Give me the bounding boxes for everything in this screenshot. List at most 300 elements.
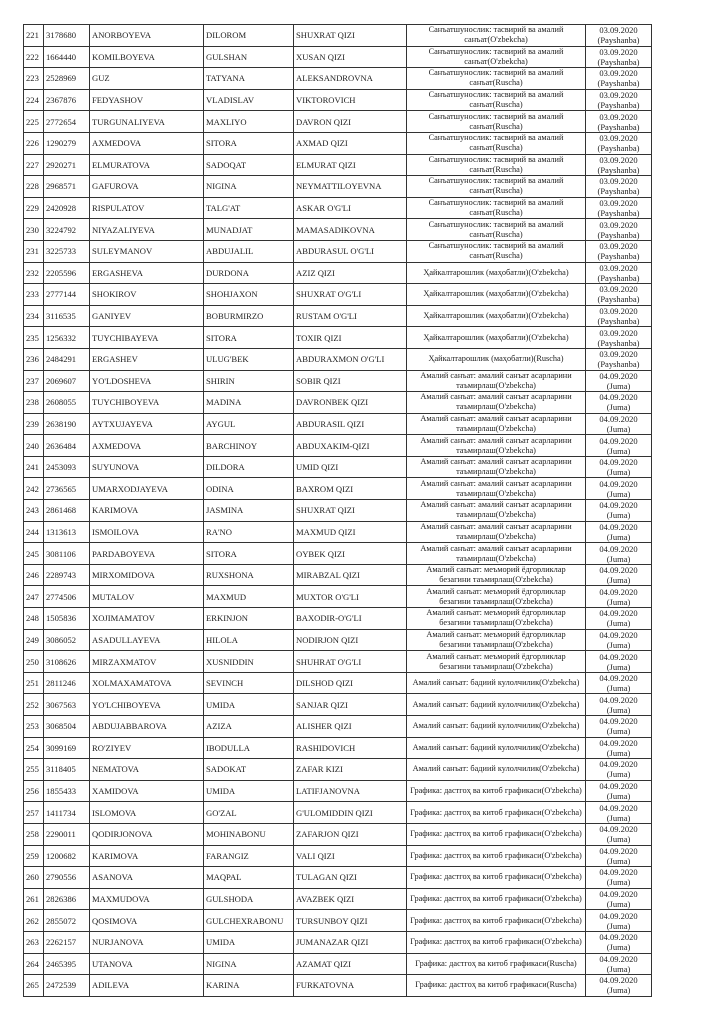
exam-weekday: (Juma) [606,531,631,542]
patronymic-cell: AZAMAT QIZI [294,953,407,975]
exam-date-cell [586,456,652,478]
exam-date: 04.09.2020 [599,500,638,511]
table-row [24,89,652,111]
last-name-cell: MIRZAXMATOV [90,651,204,673]
last-name-cell: PARDABOYEVA [90,543,204,565]
specialty-cell: Санъатшунослик: тасвирий ва амалий санъат(Ruscha) [407,68,586,90]
specialty-cell: Амалий санъат: амалий санъат асарларини таъмирлаш(O'zbekcha) [407,435,586,457]
exam-weekday: (Juma) [606,855,631,866]
exam-date: 04.09.2020 [599,889,638,900]
patronymic-cell: ASKAR O'G'LI [294,197,407,219]
row-number-cell: 240 [24,435,44,457]
specialty-cell: Амалий санъат: амалий санъат асарларини таъмирлаш(O'zbekcha) [407,413,586,435]
exam-date-cell [586,521,652,543]
specialty-cell: Санъатшунослик: тасвирий ва амалий санъат(Ruscha) [407,219,586,241]
exam-date-cell [586,759,652,781]
table-row [24,845,652,867]
first-name-cell: GO'ZAL [204,802,294,824]
last-name-cell: NURJANOVA [90,931,204,953]
patronymic-cell: ABDURAXMON O'G'LI [294,348,407,370]
first-name-cell: SEVINCH [204,672,294,694]
last-name-cell: QOSIMOVA [90,910,204,932]
patronymic-cell: SHUXRAT QIZI [294,25,407,47]
last-name-cell: YO'LCHIBOYEVA [90,694,204,716]
last-name-cell: NIYAZALIYEVA [90,219,204,241]
specialty-cell: Ҳайкалтарошлик (маҳобатли)(Ruscha) [407,348,586,370]
row-number-cell: 250 [24,651,44,673]
row-number-cell: 228 [24,176,44,198]
exam-date-cell [586,564,652,586]
applicant-id-cell: 3224792 [44,219,90,241]
exam-weekday: (Payshanba) [597,294,640,305]
table-row [24,716,652,738]
first-name-cell: JASMINA [204,500,294,522]
specialty-cell: Санъатшунослик: тасвирий ва амалий санъат(O'zbekcha) [407,46,586,68]
applicant-id-cell: 2472539 [44,975,90,997]
exam-date-cell [586,392,652,414]
applicant-id-cell: 2262157 [44,931,90,953]
table-row [24,651,652,673]
exam-date-cell [586,694,652,716]
specialty-cell: Ҳайкалтарошлик (маҳобатли)(O'zbekcha) [407,327,586,349]
exam-weekday: (Juma) [606,942,631,953]
exam-weekday: (Juma) [606,963,631,974]
table-row [24,564,652,586]
patronymic-cell: BAXROM QIZI [294,478,407,500]
exam-date: 04.09.2020 [599,781,638,792]
exam-date: 04.09.2020 [599,932,638,943]
last-name-cell: UTANOVA [90,953,204,975]
exam-date-cell [586,132,652,154]
applicant-id-cell: 3099169 [44,737,90,759]
exam-date-cell [586,25,652,47]
exam-date-cell [586,716,652,738]
last-name-cell: MAXMUDOVA [90,888,204,910]
specialty-cell: Ҳайкалтарошлик (маҳобатли)(O'zbekcha) [407,262,586,284]
first-name-cell: VLADISLAV [204,89,294,111]
exam-date-cell [586,348,652,370]
patronymic-cell: ALISHER QIZI [294,716,407,738]
table-row [24,953,652,975]
row-number-cell: 233 [24,284,44,306]
row-number-cell: 264 [24,953,44,975]
last-name-cell: ERGASHEVA [90,262,204,284]
row-number-cell: 225 [24,111,44,133]
first-name-cell: DURDONA [204,262,294,284]
patronymic-cell: MIRABZAL QIZI [294,564,407,586]
exam-date-cell [586,867,652,889]
applicant-id-cell: 3067563 [44,694,90,716]
patronymic-cell: ABDURASIL QIZI [294,413,407,435]
first-name-cell: ULUG'BEK [204,348,294,370]
applicant-id-cell: 2968571 [44,176,90,198]
specialty-cell: Амалий санъат: амалий санъат асарларини таъмирлаш(O'zbekcha) [407,392,586,414]
applicant-id-cell: 2289743 [44,564,90,586]
patronymic-cell: SHUXRAT QIZI [294,500,407,522]
row-number-cell: 254 [24,737,44,759]
applicant-id-cell: 3225733 [44,240,90,262]
row-number-cell: 238 [24,392,44,414]
exam-date: 03.09.2020 [599,219,638,230]
exam-weekday: (Payshanba) [597,337,640,348]
applicant-id-cell: 2453093 [44,456,90,478]
last-name-cell: QODIRJONOVA [90,823,204,845]
patronymic-cell: NEYMATTILOYEVNA [294,176,407,198]
specialty-cell: Санъатшунослик: тасвирий ва амалий санъат(Ruscha) [407,111,586,133]
row-number-cell: 222 [24,46,44,68]
row-number-cell: 227 [24,154,44,176]
exam-date: 04.09.2020 [599,716,638,727]
patronymic-cell: TOXIR QIZI [294,327,407,349]
exam-date: 03.09.2020 [599,176,638,187]
applicant-id-cell: 2736565 [44,478,90,500]
table-row [24,867,652,889]
applicant-id-cell: 2638190 [44,413,90,435]
last-name-cell: YO'LDOSHEVA [90,370,204,392]
table-row [24,629,652,651]
table-row [24,132,652,154]
exam-weekday: (Juma) [606,812,631,823]
exam-date: 04.09.2020 [599,435,638,446]
table-row [24,327,652,349]
first-name-cell: GULSHODA [204,888,294,910]
specialty-cell: Графика: дастгоҳ ва китоб графикаси(O'zbekcha) [407,823,586,845]
row-number-cell: 263 [24,931,44,953]
exam-date: 04.09.2020 [599,521,638,532]
exam-date: 04.09.2020 [599,457,638,468]
first-name-cell: ABDUJALIL [204,240,294,262]
exam-weekday: (Juma) [606,488,631,499]
specialty-cell: Амалий санъат: бадиий кулолчилик(O'zbekcha) [407,759,586,781]
row-number-cell: 247 [24,586,44,608]
exam-date-cell [586,780,652,802]
applicant-id-cell: 3108626 [44,651,90,673]
specialty-cell: Амалий санъат: меъморий ёдгорликлар безагини таъмирлаш(O'zbekcha) [407,564,586,586]
specialty-cell: Амалий санъат: меъморий ёдгорликлар безагини таъмирлаш(O'zbekcha) [407,651,586,673]
exam-date-cell [586,305,652,327]
patronymic-cell: RASHIDOVICH [294,737,407,759]
exam-date-cell [586,629,652,651]
table-row [24,672,652,694]
last-name-cell: KOMILBOYEVA [90,46,204,68]
patronymic-cell: XUSAN QIZI [294,46,407,68]
first-name-cell: BARCHINOY [204,435,294,457]
exam-date: 04.09.2020 [599,975,638,986]
exam-weekday: (Juma) [606,596,631,607]
specialty-cell: Амалий санъат: амалий санъат асарларини таъмирлаш(O'zbekcha) [407,370,586,392]
exam-weekday: (Payshanba) [597,229,640,240]
exam-date: 04.09.2020 [599,759,638,770]
specialty-cell: Ҳайкалтарошлик (маҳобатли)(O'zbekcha) [407,284,586,306]
exam-date: 03.09.2020 [599,306,638,317]
table-row [24,910,652,932]
exam-date: 03.09.2020 [599,111,638,122]
first-name-cell: IBODULLA [204,737,294,759]
exam-weekday: (Payshanba) [597,359,640,370]
first-name-cell: UMIDA [204,694,294,716]
exam-date-cell [586,543,652,565]
applicant-id-cell: 3081106 [44,543,90,565]
table-row [24,759,652,781]
row-number-cell: 255 [24,759,44,781]
applicant-id-cell: 2920271 [44,154,90,176]
last-name-cell: KARIMOVA [90,845,204,867]
applicant-id-cell: 1411734 [44,802,90,824]
patronymic-cell: UMID QIZI [294,456,407,478]
exam-date-cell [586,197,652,219]
first-name-cell: FARANGIZ [204,845,294,867]
patronymic-cell: FURKATOVNA [294,975,407,997]
patronymic-cell: SOBIR QIZI [294,370,407,392]
specialty-cell: Санъатшунослик: тасвирий ва амалий санъат(O'zbekcha) [407,25,586,47]
applicant-id-cell: 2528969 [44,68,90,90]
exam-date: 03.09.2020 [599,349,638,360]
exam-weekday: (Juma) [606,661,631,672]
patronymic-cell: BAXODIR-O'G'LI [294,608,407,630]
first-name-cell: GULSHAN [204,46,294,68]
applicant-id-cell: 2826386 [44,888,90,910]
table-row [24,111,652,133]
applicant-id-cell: 1256332 [44,327,90,349]
patronymic-cell: NODIRJON QIZI [294,629,407,651]
row-number-cell: 241 [24,456,44,478]
exam-date: 04.09.2020 [599,824,638,835]
exam-date-cell [586,176,652,198]
exam-weekday: (Payshanba) [597,143,640,154]
patronymic-cell: ABDUXAKIM-QIZI [294,435,407,457]
exam-date: 04.09.2020 [599,370,638,381]
last-name-cell: GAFUROVA [90,176,204,198]
row-number-cell: 246 [24,564,44,586]
table-row [24,176,652,198]
applicant-id-cell: 2811246 [44,672,90,694]
applicant-id-cell: 1290279 [44,132,90,154]
last-name-cell: MUTALOV [90,586,204,608]
exam-weekday: (Juma) [606,877,631,888]
exam-weekday: (Juma) [606,834,631,845]
exam-date-cell [586,802,652,824]
first-name-cell: NIGINA [204,953,294,975]
exam-date-cell [586,586,652,608]
last-name-cell: SULEYMANOV [90,240,204,262]
table-row [24,608,652,630]
specialty-cell: Амалий санъат: амалий санъат асарларини таъмирлаш(O'zbekcha) [407,500,586,522]
patronymic-cell: TURSUNBOY QIZI [294,910,407,932]
exam-weekday: (Juma) [606,553,631,564]
applicant-id-cell: 3118405 [44,759,90,781]
first-name-cell: DILDORA [204,456,294,478]
row-number-cell: 231 [24,240,44,262]
table-row [24,305,652,327]
row-number-cell: 251 [24,672,44,694]
specialty-cell: Амалий санъат: меъморий ёдгорликлар безагини таъмирлаш(O'zbekcha) [407,586,586,608]
specialty-cell: Санъатшунослик: тасвирий ва амалий санъат(Ruscha) [407,89,586,111]
exam-weekday: (Juma) [606,510,631,521]
first-name-cell: SHOHJAXON [204,284,294,306]
specialty-cell: Графика: дастгоҳ ва китоб графикаси(O'zbekcha) [407,845,586,867]
specialty-cell: Амалий санъат: бадиий кулолчилик(O'zbekcha) [407,716,586,738]
row-number-cell: 257 [24,802,44,824]
exam-date: 04.09.2020 [599,694,638,705]
row-number-cell: 236 [24,348,44,370]
applicant-id-cell: 1855433 [44,780,90,802]
applicant-id-cell: 3116535 [44,305,90,327]
specialty-cell: Графика: дастгоҳ ва китоб графикаси(O'zbekcha) [407,780,586,802]
exam-date-cell [586,89,652,111]
first-name-cell: AYGUL [204,413,294,435]
patronymic-cell: MAXMUD QIZI [294,521,407,543]
specialty-cell: Санъатшунослик: тасвирий ва амалий санъат(Ruscha) [407,197,586,219]
patronymic-cell: G'ULOMIDDIN QIZI [294,802,407,824]
table-row [24,413,652,435]
exam-date: 04.09.2020 [599,651,638,662]
table-row [24,543,652,565]
row-number-cell: 237 [24,370,44,392]
exam-date-cell [586,910,652,932]
specialty-cell: Графика: дастгоҳ ва китоб графикаси(O'zbekcha) [407,910,586,932]
exam-date-cell [586,737,652,759]
exam-date: 03.09.2020 [599,241,638,252]
first-name-cell: SITORA [204,132,294,154]
exam-weekday: (Juma) [606,445,631,456]
last-name-cell: KARIMOVA [90,500,204,522]
exam-weekday: (Payshanba) [597,35,640,46]
exam-weekday: (Juma) [606,467,631,478]
row-number-cell: 252 [24,694,44,716]
patronymic-cell: SHUXRAT O'G'LI [294,284,407,306]
specialty-cell: Амалий санъат: амалий санъат асарларини таъмирлаш(O'zbekcha) [407,478,586,500]
patronymic-cell: AXMAD QIZI [294,132,407,154]
last-name-cell: GUZ [90,68,204,90]
first-name-cell: UMIDA [204,931,294,953]
row-number-cell: 245 [24,543,44,565]
applicant-id-cell: 2636484 [44,435,90,457]
last-name-cell: ELMURATOVA [90,154,204,176]
exam-weekday: (Payshanba) [597,186,640,197]
row-number-cell: 244 [24,521,44,543]
table-row [24,240,652,262]
exam-date-cell [586,413,652,435]
table-row [24,521,652,543]
exam-date: 04.09.2020 [599,673,638,684]
last-name-cell: GANIYEV [90,305,204,327]
exam-weekday: (Juma) [606,985,631,996]
applicants-table [23,24,652,997]
patronymic-cell: DAVRONBEK QIZI [294,392,407,414]
exam-date: 03.09.2020 [599,262,638,273]
first-name-cell: KARINA [204,975,294,997]
exam-date-cell [586,953,652,975]
patronymic-cell: DILSHOD QIZI [294,672,407,694]
patronymic-cell: ELMURAT QIZI [294,154,407,176]
exam-date-cell [586,370,652,392]
first-name-cell: ERKINJON [204,608,294,630]
specialty-cell: Амалий санъат: бадиий кулолчилик(O'zbekcha) [407,694,586,716]
exam-date: 04.09.2020 [599,867,638,878]
exam-date: 03.09.2020 [599,284,638,295]
last-name-cell: XOLMAXAMATOVA [90,672,204,694]
patronymic-cell: LATIFJANOVNA [294,780,407,802]
last-name-cell: ISMOILOVA [90,521,204,543]
patronymic-cell: AZIZ QIZI [294,262,407,284]
first-name-cell: HILOLA [204,629,294,651]
table-row [24,780,652,802]
exam-weekday: (Payshanba) [597,100,640,111]
exam-date-cell [586,823,652,845]
row-number-cell: 261 [24,888,44,910]
exam-date-cell [586,240,652,262]
row-number-cell: 249 [24,629,44,651]
specialty-cell: Амалий санъат: амалий санъат асарларини таъмирлаш(O'zbekcha) [407,521,586,543]
first-name-cell: ODINA [204,478,294,500]
table-row [24,392,652,414]
exam-date: 04.09.2020 [599,910,638,921]
exam-date: 04.09.2020 [599,586,638,597]
patronymic-cell: DAVRON QIZI [294,111,407,133]
row-number-cell: 243 [24,500,44,522]
last-name-cell: AXMEDOVA [90,132,204,154]
exam-weekday: (Juma) [606,769,631,780]
exam-date-cell [586,651,652,673]
last-name-cell: TUYCHIBAYEVA [90,327,204,349]
row-number-cell: 234 [24,305,44,327]
last-name-cell: XOJIMAMATOV [90,608,204,630]
exam-weekday: (Payshanba) [597,208,640,219]
exam-weekday: (Juma) [606,704,631,715]
applicant-id-cell: 3068504 [44,716,90,738]
exam-date-cell [586,888,652,910]
exam-date-cell [586,931,652,953]
table-row [24,435,652,457]
table-row [24,348,652,370]
exam-date-cell [586,608,652,630]
row-number-cell: 223 [24,68,44,90]
last-name-cell: TURGUNALIYEVA [90,111,204,133]
row-number-cell: 265 [24,975,44,997]
exam-date: 03.09.2020 [599,68,638,79]
specialty-cell: Амалий санъат: амалий санъат асарларини таъмирлаш(O'zbekcha) [407,456,586,478]
table-row [24,694,652,716]
table-row [24,370,652,392]
exam-date: 03.09.2020 [599,198,638,209]
row-number-cell: 235 [24,327,44,349]
first-name-cell: SADOQAT [204,154,294,176]
patronymic-cell: AVAZBEK QIZI [294,888,407,910]
row-number-cell: 230 [24,219,44,241]
row-number-cell: 232 [24,262,44,284]
exam-weekday: (Payshanba) [597,251,640,262]
specialty-cell: Графика: дастгоҳ ва китоб графикаси(O'zbekcha) [407,888,586,910]
table-row [24,802,652,824]
exam-date: 04.09.2020 [599,608,638,619]
row-number-cell: 239 [24,413,44,435]
row-number-cell: 242 [24,478,44,500]
table-row [24,262,652,284]
applicant-id-cell: 2861468 [44,500,90,522]
exam-weekday: (Payshanba) [597,272,640,283]
last-name-cell: ABDUJABBAROVA [90,716,204,738]
specialty-cell: Санъатшунослик: тасвирий ва амалий санъат(Ruscha) [407,132,586,154]
last-name-cell: SUYUNOVA [90,456,204,478]
table-row [24,737,652,759]
last-name-cell: ISLOMOVA [90,802,204,824]
first-name-cell: NIGINA [204,176,294,198]
patronymic-cell: VIKTOROVICH [294,89,407,111]
first-name-cell: MADINA [204,392,294,414]
first-name-cell: MAXLIYO [204,111,294,133]
first-name-cell: SITORA [204,543,294,565]
first-name-cell: TATYANA [204,68,294,90]
